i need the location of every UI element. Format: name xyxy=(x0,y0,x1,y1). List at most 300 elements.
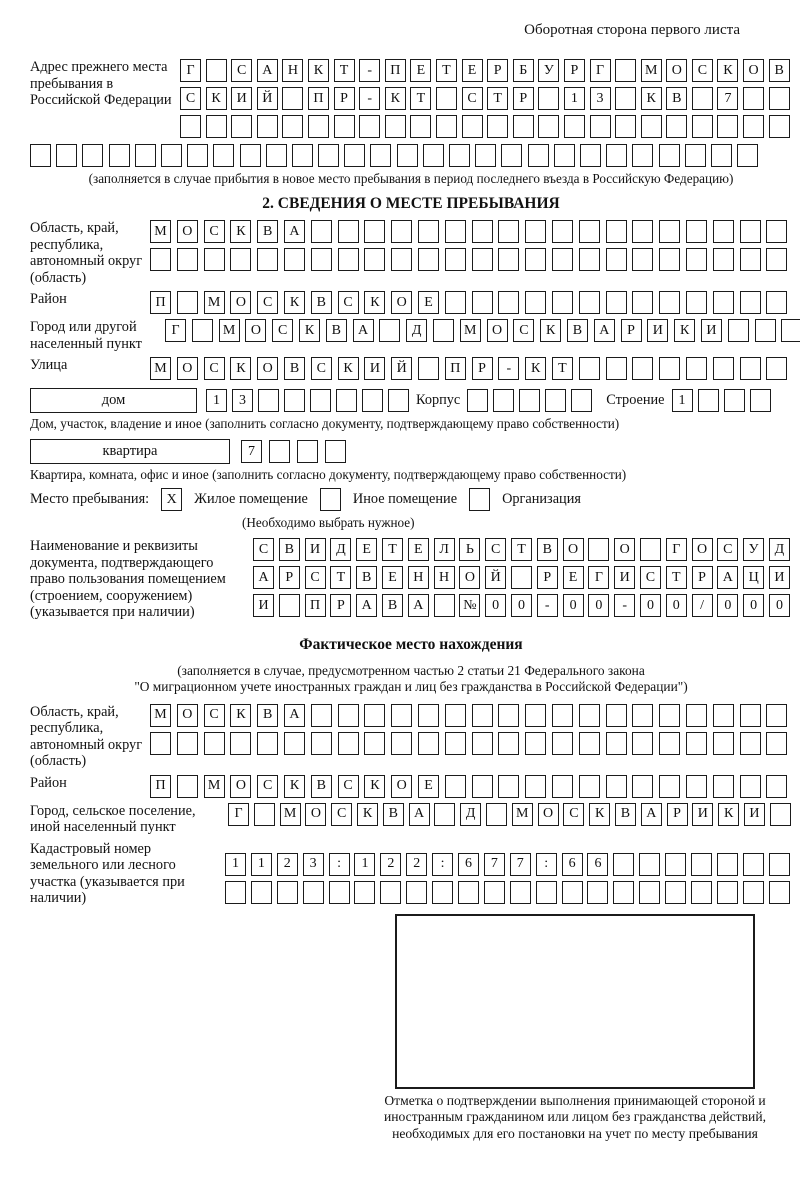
char-cell[interactable] xyxy=(498,775,519,798)
char-cell[interactable] xyxy=(177,732,198,755)
char-cell[interactable]: В xyxy=(257,220,278,243)
char-cell[interactable]: А xyxy=(253,566,274,589)
char-cell[interactable] xyxy=(177,775,198,798)
char-cell[interactable] xyxy=(82,144,103,167)
char-cell[interactable]: Т xyxy=(330,566,351,589)
char-cell[interactable]: К xyxy=(717,59,738,82)
char-cell[interactable] xyxy=(640,538,661,561)
char-cell[interactable]: Д xyxy=(769,538,790,561)
char-cell[interactable] xyxy=(579,220,600,243)
char-cell[interactable] xyxy=(258,389,279,412)
char-cell[interactable] xyxy=(665,881,686,904)
char-cell[interactable]: 1 xyxy=(206,389,227,412)
char-cell[interactable] xyxy=(525,704,546,727)
char-cell[interactable] xyxy=(310,389,331,412)
char-cell[interactable] xyxy=(279,594,300,617)
char-cell[interactable] xyxy=(525,248,546,271)
char-cell[interactable] xyxy=(449,144,470,167)
char-cell[interactable]: 6 xyxy=(587,853,608,876)
char-cell[interactable] xyxy=(338,704,359,727)
char-cell[interactable] xyxy=(713,248,734,271)
char-cell[interactable]: Р xyxy=(472,357,493,380)
char-cell[interactable] xyxy=(445,248,466,271)
char-cell[interactable] xyxy=(659,144,680,167)
char-cell[interactable]: П xyxy=(308,87,329,110)
char-cell[interactable] xyxy=(691,853,712,876)
char-cell[interactable]: П xyxy=(305,594,326,617)
char-cell[interactable]: Д xyxy=(406,319,427,342)
char-cell[interactable] xyxy=(391,220,412,243)
char-cell[interactable]: Ц xyxy=(743,566,764,589)
char-cell[interactable]: С xyxy=(485,538,506,561)
char-cell[interactable]: Й xyxy=(257,87,278,110)
char-cell[interactable]: 0 xyxy=(666,594,687,617)
char-cell[interactable]: П xyxy=(150,775,171,798)
char-cell[interactable] xyxy=(467,389,488,412)
char-cell[interactable] xyxy=(659,732,680,755)
char-cell[interactable]: У xyxy=(538,59,559,82)
char-cell[interactable]: Е xyxy=(418,775,439,798)
char-cell[interactable] xyxy=(364,732,385,755)
char-cell[interactable] xyxy=(615,59,636,82)
char-cell[interactable]: Н xyxy=(434,566,455,589)
char-cell[interactable] xyxy=(297,440,318,463)
char-cell[interactable]: 7 xyxy=(241,440,262,463)
char-cell[interactable]: С xyxy=(204,357,225,380)
char-cell[interactable]: М xyxy=(204,291,225,314)
char-cell[interactable] xyxy=(177,291,198,314)
char-cell[interactable] xyxy=(475,144,496,167)
char-cell[interactable] xyxy=(755,319,776,342)
char-cell[interactable] xyxy=(370,144,391,167)
char-cell[interactable]: 0 xyxy=(743,594,764,617)
char-cell[interactable]: С xyxy=(305,566,326,589)
char-cell[interactable]: Г xyxy=(165,319,186,342)
char-cell[interactable] xyxy=(380,881,401,904)
char-cell[interactable]: П xyxy=(445,357,466,380)
char-cell[interactable]: 3 xyxy=(303,853,324,876)
char-cell[interactable]: - xyxy=(614,594,635,617)
char-cell[interactable]: Р xyxy=(487,59,508,82)
char-cell[interactable]: И xyxy=(769,566,790,589)
char-cell[interactable]: М xyxy=(460,319,481,342)
char-cell[interactable] xyxy=(659,248,680,271)
char-cell[interactable] xyxy=(311,732,332,755)
char-cell[interactable] xyxy=(338,248,359,271)
char-cell[interactable]: К xyxy=(284,775,305,798)
char-cell[interactable] xyxy=(292,144,313,167)
char-cell[interactable] xyxy=(364,248,385,271)
checkbox-organization[interactable] xyxy=(469,488,490,511)
char-cell[interactable]: 2 xyxy=(277,853,298,876)
char-cell[interactable]: П xyxy=(150,291,171,314)
char-cell[interactable]: : xyxy=(432,853,453,876)
char-cell[interactable]: Р xyxy=(330,594,351,617)
char-cell[interactable]: А xyxy=(284,220,305,243)
char-cell[interactable] xyxy=(588,538,609,561)
char-cell[interactable]: № xyxy=(459,594,480,617)
char-cell[interactable]: М xyxy=(150,704,171,727)
char-cell[interactable]: В xyxy=(383,803,404,826)
char-cell[interactable]: О xyxy=(692,538,713,561)
char-cell[interactable] xyxy=(432,881,453,904)
char-cell[interactable]: О xyxy=(177,220,198,243)
char-cell[interactable] xyxy=(632,220,653,243)
char-cell[interactable] xyxy=(766,775,787,798)
char-cell[interactable]: О xyxy=(614,538,635,561)
char-cell[interactable] xyxy=(303,881,324,904)
char-cell[interactable] xyxy=(579,732,600,755)
char-cell[interactable] xyxy=(318,144,339,167)
char-cell[interactable] xyxy=(498,704,519,727)
char-cell[interactable] xyxy=(552,248,573,271)
char-cell[interactable]: О xyxy=(666,59,687,82)
char-cell[interactable]: К xyxy=(674,319,695,342)
char-cell[interactable]: О xyxy=(743,59,764,82)
char-cell[interactable] xyxy=(311,220,332,243)
char-cell[interactable]: О xyxy=(177,704,198,727)
char-cell[interactable]: В xyxy=(382,594,403,617)
char-cell[interactable]: Е xyxy=(410,59,431,82)
char-cell[interactable] xyxy=(284,389,305,412)
char-cell[interactable]: А xyxy=(594,319,615,342)
char-cell[interactable] xyxy=(213,144,234,167)
char-cell[interactable] xyxy=(579,248,600,271)
char-cell[interactable] xyxy=(737,144,758,167)
char-cell[interactable]: М xyxy=(641,59,662,82)
char-cell[interactable]: В xyxy=(326,319,347,342)
char-cell[interactable]: Р xyxy=(564,59,585,82)
char-cell[interactable] xyxy=(740,248,761,271)
char-cell[interactable] xyxy=(30,144,51,167)
char-cell[interactable]: 3 xyxy=(590,87,611,110)
char-cell[interactable]: К xyxy=(230,357,251,380)
char-cell[interactable]: И xyxy=(692,803,713,826)
char-cell[interactable] xyxy=(717,115,738,138)
char-cell[interactable] xyxy=(750,389,771,412)
char-cell[interactable] xyxy=(743,115,764,138)
char-cell[interactable] xyxy=(418,357,439,380)
char-cell[interactable]: К xyxy=(338,357,359,380)
char-cell[interactable]: А xyxy=(257,59,278,82)
char-cell[interactable]: К xyxy=(299,319,320,342)
char-cell[interactable] xyxy=(206,59,227,82)
char-cell[interactable] xyxy=(590,115,611,138)
char-cell[interactable] xyxy=(769,853,790,876)
char-cell[interactable]: О xyxy=(245,319,266,342)
char-cell[interactable] xyxy=(713,732,734,755)
char-cell[interactable] xyxy=(659,291,680,314)
char-cell[interactable]: К xyxy=(206,87,227,110)
char-cell[interactable]: К xyxy=(364,775,385,798)
char-cell[interactable] xyxy=(510,881,531,904)
char-cell[interactable]: К xyxy=(385,87,406,110)
char-cell[interactable] xyxy=(511,566,532,589)
char-cell[interactable] xyxy=(579,357,600,380)
char-cell[interactable]: И xyxy=(253,594,274,617)
char-cell[interactable] xyxy=(501,144,522,167)
char-cell[interactable]: Т xyxy=(382,538,403,561)
char-cell[interactable]: В xyxy=(567,319,588,342)
char-cell[interactable] xyxy=(230,248,251,271)
char-cell[interactable]: К xyxy=(718,803,739,826)
char-cell[interactable]: Е xyxy=(382,566,403,589)
char-cell[interactable] xyxy=(554,144,575,167)
char-cell[interactable]: С xyxy=(231,59,252,82)
char-cell[interactable] xyxy=(686,357,707,380)
char-cell[interactable] xyxy=(251,881,272,904)
char-cell[interactable]: С xyxy=(257,775,278,798)
char-cell[interactable]: Р xyxy=(692,566,713,589)
char-cell[interactable] xyxy=(472,248,493,271)
char-cell[interactable] xyxy=(659,220,680,243)
char-cell[interactable] xyxy=(498,220,519,243)
char-cell[interactable] xyxy=(711,144,732,167)
char-cell[interactable] xyxy=(615,115,636,138)
char-cell[interactable] xyxy=(686,248,707,271)
char-cell[interactable]: С xyxy=(513,319,534,342)
char-cell[interactable] xyxy=(606,291,627,314)
char-cell[interactable] xyxy=(740,357,761,380)
char-cell[interactable]: А xyxy=(717,566,738,589)
char-cell[interactable] xyxy=(484,881,505,904)
char-cell[interactable]: 0 xyxy=(640,594,661,617)
char-cell[interactable] xyxy=(56,144,77,167)
char-cell[interactable] xyxy=(536,881,557,904)
char-cell[interactable] xyxy=(109,144,130,167)
char-cell[interactable]: 6 xyxy=(458,853,479,876)
char-cell[interactable]: К xyxy=(357,803,378,826)
char-cell[interactable] xyxy=(606,220,627,243)
char-cell[interactable] xyxy=(564,115,585,138)
char-cell[interactable] xyxy=(311,704,332,727)
char-cell[interactable] xyxy=(397,144,418,167)
char-cell[interactable] xyxy=(192,319,213,342)
char-cell[interactable]: О xyxy=(391,775,412,798)
char-cell[interactable] xyxy=(364,704,385,727)
char-cell[interactable] xyxy=(659,704,680,727)
char-cell[interactable]: Е xyxy=(418,291,439,314)
char-cell[interactable]: Е xyxy=(462,59,483,82)
char-cell[interactable] xyxy=(472,732,493,755)
char-cell[interactable] xyxy=(269,440,290,463)
char-cell[interactable] xyxy=(766,704,787,727)
char-cell[interactable] xyxy=(538,87,559,110)
char-cell[interactable] xyxy=(740,220,761,243)
char-cell[interactable] xyxy=(320,488,341,511)
char-cell[interactable]: Г xyxy=(590,59,611,82)
char-cell[interactable] xyxy=(284,248,305,271)
char-cell[interactable]: В xyxy=(311,291,332,314)
char-cell[interactable] xyxy=(613,853,634,876)
char-cell[interactable]: Н xyxy=(408,566,429,589)
char-cell[interactable] xyxy=(498,732,519,755)
char-cell[interactable]: С xyxy=(563,803,584,826)
char-cell[interactable]: 0 xyxy=(769,594,790,617)
char-cell[interactable] xyxy=(257,248,278,271)
char-cell[interactable] xyxy=(266,144,287,167)
char-cell[interactable] xyxy=(177,248,198,271)
char-cell[interactable]: 1 xyxy=(251,853,272,876)
char-cell[interactable] xyxy=(150,732,171,755)
char-cell[interactable] xyxy=(606,732,627,755)
char-cell[interactable] xyxy=(277,881,298,904)
char-cell[interactable] xyxy=(686,775,707,798)
char-cell[interactable] xyxy=(743,87,764,110)
char-cell[interactable]: Р xyxy=(621,319,642,342)
char-cell[interactable]: Н xyxy=(282,59,303,82)
char-cell[interactable]: Л xyxy=(434,538,455,561)
char-cell[interactable]: М xyxy=(150,220,171,243)
char-cell[interactable]: С xyxy=(204,220,225,243)
char-cell[interactable]: Й xyxy=(391,357,412,380)
char-cell[interactable] xyxy=(472,775,493,798)
char-cell[interactable] xyxy=(391,732,412,755)
char-cell[interactable] xyxy=(632,357,653,380)
char-cell[interactable] xyxy=(462,115,483,138)
char-cell[interactable] xyxy=(606,775,627,798)
char-cell[interactable] xyxy=(391,704,412,727)
char-cell[interactable] xyxy=(498,291,519,314)
char-cell[interactable]: 2 xyxy=(406,853,427,876)
char-cell[interactable] xyxy=(579,291,600,314)
char-cell[interactable]: Т xyxy=(410,87,431,110)
char-cell[interactable]: И xyxy=(231,87,252,110)
char-cell[interactable] xyxy=(472,220,493,243)
char-cell[interactable] xyxy=(766,732,787,755)
char-cell[interactable]: И xyxy=(364,357,385,380)
char-cell[interactable] xyxy=(724,389,745,412)
char-cell[interactable]: О xyxy=(305,803,326,826)
char-cell[interactable]: 1 xyxy=(225,853,246,876)
char-cell[interactable] xyxy=(257,732,278,755)
char-cell[interactable]: М xyxy=(512,803,533,826)
char-cell[interactable] xyxy=(632,775,653,798)
char-cell[interactable] xyxy=(284,732,305,755)
char-cell[interactable] xyxy=(364,220,385,243)
char-cell[interactable]: К xyxy=(284,291,305,314)
char-cell[interactable]: О xyxy=(538,803,559,826)
char-cell[interactable] xyxy=(571,389,592,412)
char-cell[interactable] xyxy=(665,853,686,876)
char-cell[interactable] xyxy=(686,220,707,243)
char-cell[interactable]: М xyxy=(150,357,171,380)
char-cell[interactable]: 1 xyxy=(672,389,693,412)
char-cell[interactable] xyxy=(418,732,439,755)
char-cell[interactable] xyxy=(659,357,680,380)
char-cell[interactable]: 1 xyxy=(564,87,585,110)
char-cell[interactable] xyxy=(717,853,738,876)
char-cell[interactable] xyxy=(362,389,383,412)
char-cell[interactable] xyxy=(418,248,439,271)
char-cell[interactable]: О xyxy=(487,319,508,342)
char-cell[interactable] xyxy=(769,87,790,110)
char-cell[interactable] xyxy=(552,732,573,755)
char-cell[interactable]: О xyxy=(391,291,412,314)
char-cell[interactable] xyxy=(469,488,490,511)
checkbox-residential[interactable] xyxy=(161,488,182,511)
char-cell[interactable]: В xyxy=(769,59,790,82)
char-cell[interactable]: О xyxy=(459,566,480,589)
char-cell[interactable] xyxy=(344,144,365,167)
char-cell[interactable] xyxy=(666,115,687,138)
char-cell[interactable] xyxy=(766,357,787,380)
char-cell[interactable] xyxy=(257,115,278,138)
char-cell[interactable] xyxy=(686,704,707,727)
char-cell[interactable]: Е xyxy=(563,566,584,589)
char-cell[interactable] xyxy=(740,732,761,755)
char-cell[interactable]: М xyxy=(280,803,301,826)
char-cell[interactable] xyxy=(135,144,156,167)
char-cell[interactable] xyxy=(498,248,519,271)
char-cell[interactable]: С xyxy=(338,775,359,798)
char-cell[interactable]: А xyxy=(353,319,374,342)
char-cell[interactable] xyxy=(743,881,764,904)
checkbox-other-premises[interactable] xyxy=(320,488,341,511)
char-cell[interactable]: К xyxy=(540,319,561,342)
char-cell[interactable] xyxy=(329,881,350,904)
char-cell[interactable] xyxy=(230,732,251,755)
char-cell[interactable] xyxy=(418,220,439,243)
char-cell[interactable]: : xyxy=(536,853,557,876)
char-cell[interactable]: Г xyxy=(180,59,201,82)
char-cell[interactable] xyxy=(743,853,764,876)
char-cell[interactable]: 6 xyxy=(562,853,583,876)
char-cell[interactable]: С xyxy=(692,59,713,82)
char-cell[interactable]: В xyxy=(537,538,558,561)
char-cell[interactable]: С xyxy=(338,291,359,314)
char-cell[interactable] xyxy=(406,881,427,904)
char-cell[interactable]: 3 xyxy=(232,389,253,412)
char-cell[interactable] xyxy=(379,319,400,342)
char-cell[interactable] xyxy=(436,87,457,110)
char-cell[interactable] xyxy=(519,389,540,412)
char-cell[interactable] xyxy=(606,248,627,271)
char-cell[interactable]: С xyxy=(462,87,483,110)
char-cell[interactable] xyxy=(606,704,627,727)
char-cell[interactable] xyxy=(606,144,627,167)
char-cell[interactable]: С xyxy=(204,704,225,727)
char-cell[interactable]: К xyxy=(230,704,251,727)
char-cell[interactable]: 0 xyxy=(717,594,738,617)
char-cell[interactable]: Е xyxy=(408,538,429,561)
char-cell[interactable]: К xyxy=(308,59,329,82)
char-cell[interactable] xyxy=(240,144,261,167)
char-cell[interactable]: С xyxy=(717,538,738,561)
char-cell[interactable]: К xyxy=(230,220,251,243)
char-cell[interactable] xyxy=(639,881,660,904)
char-cell[interactable] xyxy=(686,291,707,314)
char-cell[interactable] xyxy=(686,732,707,755)
char-cell[interactable] xyxy=(587,881,608,904)
char-cell[interactable]: Т xyxy=(334,59,355,82)
char-cell[interactable]: А xyxy=(408,594,429,617)
char-cell[interactable] xyxy=(781,319,800,342)
char-cell[interactable]: 0 xyxy=(563,594,584,617)
char-cell[interactable] xyxy=(717,881,738,904)
char-cell[interactable]: К xyxy=(589,803,610,826)
char-cell[interactable] xyxy=(580,144,601,167)
char-cell[interactable]: Т xyxy=(436,59,457,82)
char-cell[interactable]: 0 xyxy=(511,594,532,617)
char-cell[interactable]: / xyxy=(692,594,713,617)
char-cell[interactable] xyxy=(434,803,455,826)
char-cell[interactable] xyxy=(552,704,573,727)
char-cell[interactable]: О xyxy=(230,291,251,314)
char-cell[interactable]: Р xyxy=(513,87,534,110)
char-cell[interactable] xyxy=(445,291,466,314)
char-cell[interactable] xyxy=(513,115,534,138)
